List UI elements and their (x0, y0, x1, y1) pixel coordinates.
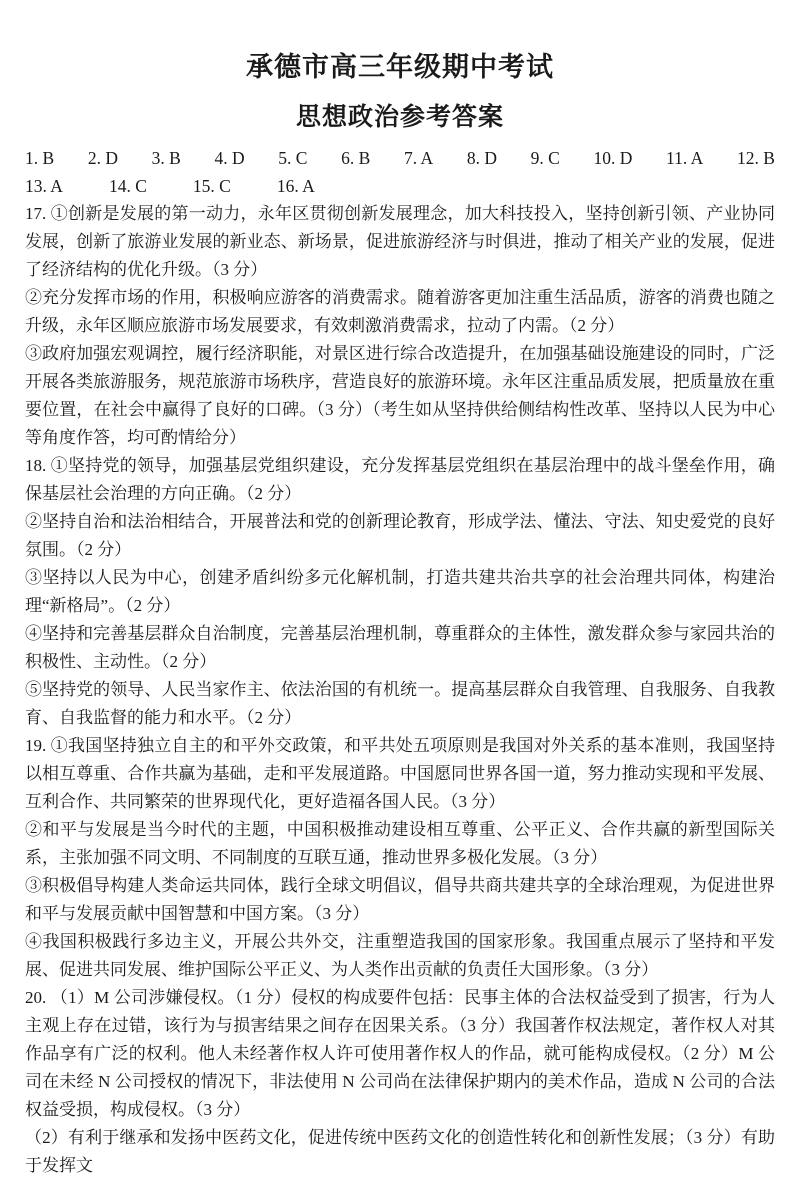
answer-paragraph: ②坚持自治和法治相结合，开展普法和党的创新理论教育，形成学法、懂法、守法、知史爱党的良好氛围。（2 分） (25, 512, 775, 559)
answer-paragraph: ③积极倡导构建人类命运共同体，践行全球文明倡议，倡导共商共建共享的全球治理观，为促进世界和平与发展贡献中国智慧和中国方案。（3 分） (25, 876, 775, 923)
choice-answers-row-1 (25, 144, 775, 172)
answer-paragraph: ②充分发挥市场的作用，积极响应游客的消费需求。随着游客更加注重生活品质，游客的消费也随之升级，永年区顺应旅游市场发展要求，有效刺激消费需求，拉动了内需。（2 分） (25, 288, 775, 335)
answer-paragraph: 18. ①坚持党的领导，加强基层党组织建设，充分发挥基层党组织在基层治理中的战斗堡垒作用，确保基层社会治理的方向正确。（2 分） (25, 456, 775, 503)
answer-paragraph: （2）有利于继承和发扬中医药文化，促进传统中医药文化的创造性转化和创新性发展；（3 分）有助于发挥文 (25, 1128, 775, 1175)
choice-answer: 3. B (151, 148, 181, 168)
choice-answer: 11. A (666, 148, 704, 168)
choice-answer: 9. C (530, 148, 560, 168)
choice-answer: 16. A (276, 176, 315, 196)
choice-answer: 2. D (87, 148, 118, 168)
choice-answer: 10. D (593, 148, 633, 168)
answer-paragraph: 17. ①创新是发展的第一动力，永年区贯彻创新发展理念，加大科技投入，坚持创新引领、产业协同发展，创新了旅游业发展的新业态、新场景，促进旅游经济与时俱进，推动了相关产业的发展，促进了经济结构的优化升级。（3 分） (25, 204, 775, 279)
choice-answer: 7. A (403, 148, 434, 168)
answer-paragraph: 19. ①我国坚持独立自主的和平外交政策，和平共处五项原则是我国对外关系的基本准则，我国坚持以相互尊重、合作共赢为基础，走和平发展道路。中国愿同世界各国一道，努力推动实现和平发展、互利合作、共同繁荣的世界现代化，更好造福各国人民。（3 分） (25, 736, 775, 811)
page-subtitle: 思想政治参考答案 (295, 104, 504, 131)
answer-paragraph: ④我国积极践行多边主义，开展公共外交，注重塑造我国的国家形象。我国重点展示了坚持和平发展、促进共同发展、维护国际公平正义、为人类作出贡献的负责任大国形象。（3 分） (25, 932, 775, 979)
choice-answer: 8. D (466, 148, 497, 168)
answer-paragraph: ③坚持以人民为中心，创建矛盾纠纷多元化解机制，打造共建共治共享的社会治理共同体，构建治理“新格局”。（2 分） (25, 568, 775, 615)
answer-paragraphs (25, 200, 775, 1180)
answer-paragraph: ④坚持和完善基层群众自治制度，完善基层治理机制，尊重群众的主体性，激发群众参与家园共治的积极性、主动性。（2 分） (25, 624, 775, 671)
choice-answer: 6. B (341, 148, 371, 168)
choice-answer: 12. B (736, 148, 775, 168)
answer-paragraph: 20. （1）M 公司涉嫌侵权。（1 分）侵权的构成要件包括：民事主体的合法权益受到了损害，行为人主观上存在过错，该行为与损害结果之间存在因果关系。（3 分）我国著作权法规定，著作权人对其作品享有广泛的权利。他人未经著作权人许可使用著作权人的作品，就可能构成侵权。（2 分）M 公司在未经 N 公司授权的情况下，非法使用 N 公司尚在法律保护期内的美术作品，造成 N 公司的合法权益受损，构成侵权。（3 分） (25, 988, 775, 1119)
answer-paragraph: ③政府加强宏观调控，履行经济职能，对景区进行综合改造提升，在加强基础设施建设的同时，广泛开展各类旅游服务，规范旅游市场秩序，营造良好的旅游环境。永年区注重品质发展，把质量放在重要位置，在社会中赢得了良好的口碑。（3 分）（考生如从坚持供给侧结构性改革、坚持以人民为中心等角度作答，均可酌情给分） (25, 344, 775, 447)
choice-answer: 14. C (108, 176, 147, 196)
choice-answers-row-2 (25, 172, 775, 200)
page-title: 承德市高三年级期中考试 (246, 52, 554, 82)
choice-answer: 1. B (25, 148, 55, 168)
choice-answer: 15. C (192, 176, 231, 196)
answer-paragraph: ②和平与发展是当今时代的主题，中国积极推动建设相互尊重、公平正义、合作共赢的新型国际关系，主张加强不同文明、不同制度的互联互通，推动世界多极化发展。（3 分） (25, 820, 775, 867)
choice-answer: 5. C (278, 148, 308, 168)
answer-paragraph: ⑤坚持党的领导、人民当家作主、依法治国的有机统一。提高基层群众自我管理、自我服务、自我教育、自我监督的能力和水平。（2 分） (25, 680, 775, 727)
choice-answer: 13. A (25, 176, 63, 196)
choice-answer: 4. D (214, 148, 245, 168)
